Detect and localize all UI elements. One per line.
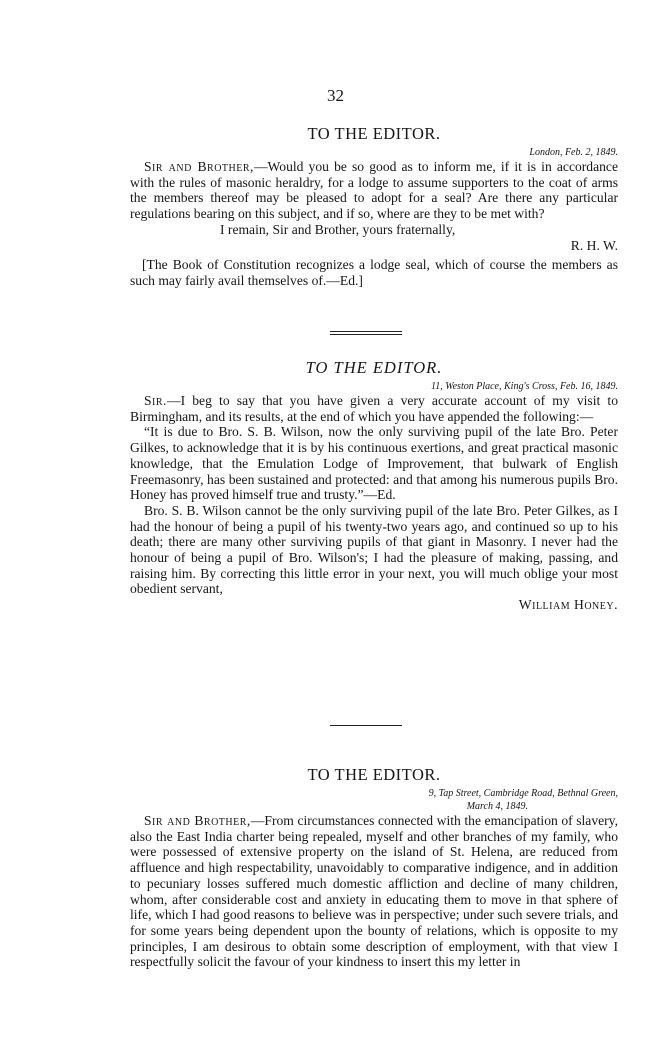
dateline-line: 11, Weston Place, King's Cross, Feb. 16, 1849. bbox=[430, 381, 618, 392]
letter-3 bbox=[130, 765, 618, 970]
paragraph-text: —From circumstances connected with the emancipation of slavery, also the East India charter being repealed, myself and other branches of my family, who were possessed of extensive property on the island of St. Helena, are reduced from affluence and high respectability, unavoidably to comparative indigence, and in addition to pecuniary losses suffered much domestic affliction and decline of many children, whom, after considerable cost and anxiety in educating them to move in that sphere of life, which I had good reasons to believe was in perspective; under such severe trials, and for some years being dependent upon the bounty of relations, which is opposite to my principles, I am desirous to obtain some description of employment, with that view I respectfully solicit the favour of your kindness to insert this my letter in bbox=[130, 813, 618, 970]
salutation: Sir and Brother, bbox=[144, 813, 251, 828]
paragraph-text: —I beg to say that you have given a very accurate account of my visit to Birmingham, and its results, at the end of which you have appended the following:— bbox=[130, 393, 618, 424]
page-number: 32 bbox=[327, 86, 344, 105]
letter-2-dateline bbox=[130, 380, 618, 393]
section-divider bbox=[330, 334, 402, 335]
editor-note bbox=[130, 257, 618, 288]
letter-1-signature: R. H. W. bbox=[570, 237, 618, 253]
editor-note-text: [The Book of Constitution recognizes a lodge seal, which of course the members as such may fairly avail themselves of.—Ed.] bbox=[130, 257, 618, 288]
dateline-line: London, Feb. 2, 1849. bbox=[529, 147, 618, 158]
letter-1-heading: TO THE EDITOR. bbox=[307, 124, 441, 143]
letter-2 bbox=[130, 358, 618, 613]
letter-1-dateline bbox=[130, 146, 618, 159]
letter-1-body bbox=[130, 159, 618, 222]
paragraph bbox=[130, 159, 618, 222]
letter-2-signature: William Honey. bbox=[518, 597, 618, 613]
paragraph: Bro. S. B. Wilson cannot be the only surviving pupil of the late Bro. Peter Gilkes, as I had the honour of being a pupil of his twenty-two years ago, and continued so up to his death; there are many other surviving pupils of that giant in Masonry. I never had the honour of being a pupil of Bro. Wilson's; I had the pleasure of making, passing, and raising him. By correcting this little error in your next, you will much oblige your most obedient servant, bbox=[130, 502, 618, 597]
section-divider bbox=[330, 725, 402, 726]
letter-2-body bbox=[130, 393, 618, 597]
dateline-line: March 4, 1849. bbox=[466, 801, 528, 812]
section-divider bbox=[330, 331, 402, 332]
salutation: Sir and Brother, bbox=[144, 159, 254, 174]
paragraph-text: —Would you be so good as to inform me, if it is in accordance with the rules of masonic heraldry, for a lodge to assume supporters to the coat of arms the members thereof may be pleased to adopt for a seal? Are there any particular regulations bearing on this subject, and if so, where are they to be met with? bbox=[130, 159, 618, 222]
paragraph bbox=[130, 813, 618, 970]
letter-3-body bbox=[130, 813, 618, 970]
paragraph bbox=[130, 393, 618, 424]
salutation: Sir. bbox=[144, 393, 167, 408]
letter-1 bbox=[130, 124, 618, 289]
letter-3-heading: TO THE EDITOR. bbox=[307, 765, 441, 784]
letter-1-closing: I remain, Sir and Brother, yours fraternally, bbox=[220, 221, 456, 237]
dateline-line: 9, Tap Street, Cambridge Road, Bethnal Green, bbox=[428, 788, 618, 799]
letter-3-dateline bbox=[130, 787, 618, 813]
letter-2-heading: TO THE EDITOR. bbox=[305, 358, 443, 377]
paragraph: “It is due to Bro. S. B. Wilson, now the only surviving pupil of the late Bro. Peter Gilkes, to acknowledge that it is by his continuous exertions, and great practical masonic knowledge, that the Emulation Lodge of Improvement, that bulwark of English Freemasonry, has been sustained and protected: and that among his numerous pupils Bro. Honey has proved himself true and trusty.”—Ed. bbox=[130, 424, 618, 503]
